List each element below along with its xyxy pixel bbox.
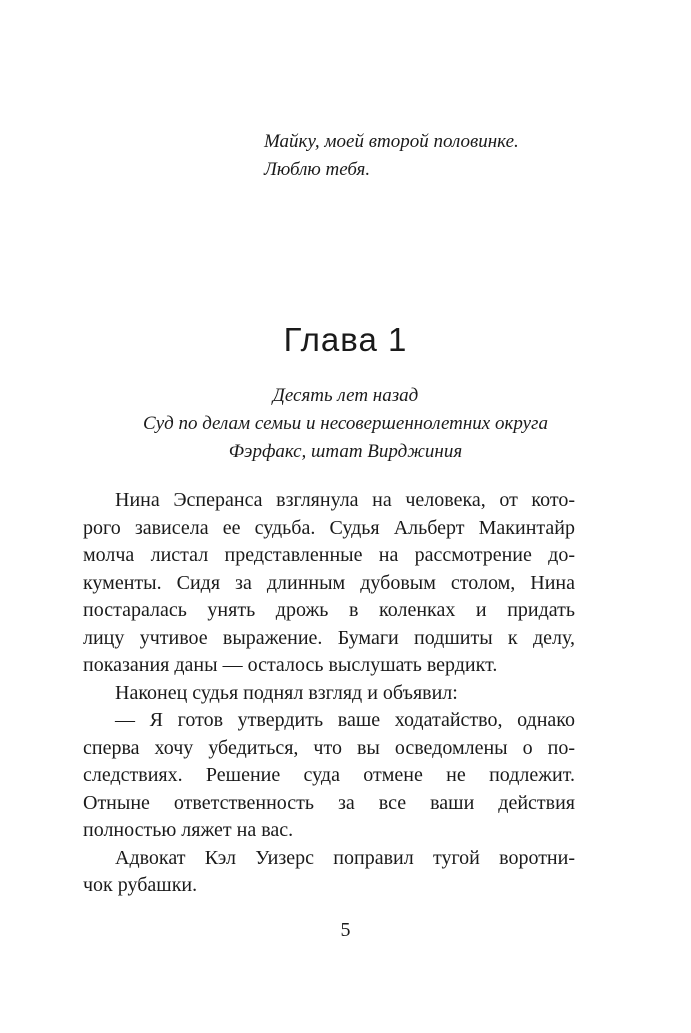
setting-line: Десять лет назад xyxy=(272,385,419,406)
paragraph-line: показания даны — осталось выслушать вердикт. xyxy=(83,654,498,676)
chapter-setting xyxy=(0,382,691,466)
setting-line: Суд по делам семьи и несовершеннолетних округа xyxy=(143,413,548,434)
paragraph-line: чок рубашки. xyxy=(83,874,198,896)
paragraph-line: сперва хочу убедиться, что вы осведомлены о по- xyxy=(83,736,575,759)
dedication-line: Майку, моей второй половинке. xyxy=(264,131,519,152)
dedication-line: Люблю тебя. xyxy=(264,159,371,180)
paragraph-line: лицу учтивое выражение. Бумаги подшиты к делу, xyxy=(83,626,575,649)
paragraph-line: постаралась унять дрожь в коленках и придать xyxy=(83,599,575,621)
chapter-title: Глава 1 xyxy=(283,321,408,358)
setting-line: Фэрфакс, штат Вирджиния xyxy=(228,441,463,462)
paragraph-line: Отныне ответственность за все ваши действия xyxy=(83,791,575,814)
paragraph-line: кументы. Сидя за длинным дубовым столом, Нина xyxy=(83,571,575,594)
paragraph-line: полностью ляжет на вас. xyxy=(83,819,294,841)
dedication xyxy=(264,128,519,184)
page-number: 5 xyxy=(340,919,351,941)
paragraph-line: молча листал представленные на рассмотрение до- xyxy=(83,544,575,566)
paragraph-line: следствиях. Решение суда отмене не подлежит. xyxy=(83,764,575,786)
paragraph-line: — Я готов утвердить ваше ходатайство, однако xyxy=(115,709,575,731)
paragraph-line: Нина Эсперанса взглянула на человека, от кото- xyxy=(115,489,575,511)
paragraph-line: Наконец судья поднял взгляд и объявил: xyxy=(115,681,458,704)
body-text xyxy=(83,487,575,900)
paragraph-line: рого зависела ее судьба. Судья Альберт Макинтайр xyxy=(83,516,575,539)
paragraph-line: Адвокат Кэл Уизерс поправил тугой воротни- xyxy=(115,846,575,869)
